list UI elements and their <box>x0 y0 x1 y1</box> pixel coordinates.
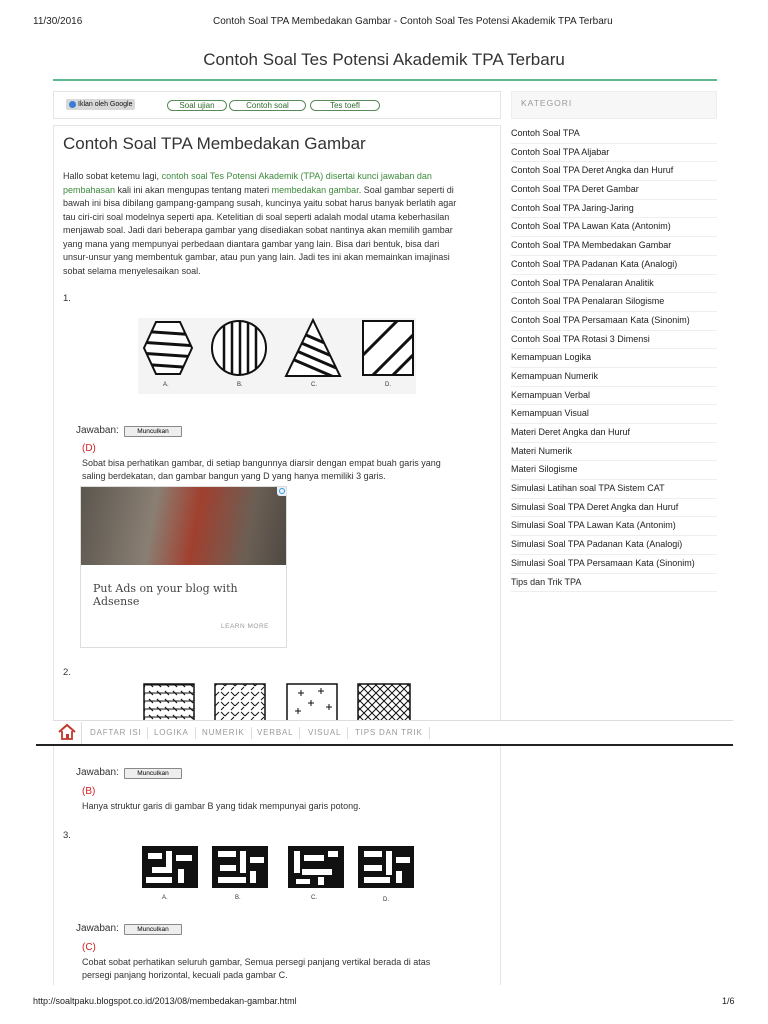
title-divider <box>53 79 717 81</box>
sidebar-heading <box>511 91 717 119</box>
question-3-jawaban-label: Jawaban: <box>76 923 119 934</box>
site-title[interactable]: Contoh Soal Tes Potensi Akademik TPA Terbaru <box>203 50 565 69</box>
category-link[interactable]: Contoh Soal TPA Rotasi 3 Dimensi <box>511 331 717 350</box>
category-link[interactable]: Simulasi Soal TPA Lawan Kata (Antonim) <box>511 517 717 536</box>
category-link[interactable]: Contoh Soal TPA Penalaran Analitik <box>511 275 717 294</box>
adchoices-icon[interactable] <box>277 487 286 496</box>
question-3-show-answer-button[interactable]: Munculkan <box>124 924 182 935</box>
print-doc-title: Contoh Soal TPA Membedakan Gambar - Contoh Soal Tes Potensi Akademik TPA Terbaru <box>213 16 613 27</box>
question-3-explanation: Cobat sobat perhatikan seluruh gambar, Semua persegi panjang vertikal berada di atas persegi panjang horizontal, kecuali pada gambar C. <box>82 957 431 980</box>
category-link[interactable]: Contoh Soal TPA Aljabar <box>511 144 717 163</box>
ad-link-soal-ujian[interactable]: Soal ujian <box>167 100 227 111</box>
category-link[interactable]: Contoh Soal TPA Deret Gambar <box>511 181 717 200</box>
navbar-bottom-rule <box>36 744 733 746</box>
question-2-show-answer-button[interactable]: Munculkan <box>124 768 182 779</box>
nav-tips-dan-trik[interactable]: TIPS DAN TRIK <box>355 727 430 739</box>
question-2-figure <box>140 681 416 721</box>
category-link[interactable]: Contoh Soal TPA Persamaan Kata (Sinonim) <box>511 312 717 331</box>
category-link[interactable]: Contoh Soal TPA Penalaran Silogisme <box>511 293 717 312</box>
category-link[interactable]: Contoh Soal TPA Membedakan Gambar <box>511 237 717 256</box>
intro-link-membedakan-gambar[interactable]: membedakan gambar <box>271 184 359 195</box>
category-link[interactable]: Materi Deret Angka dan Huruf <box>511 424 717 443</box>
question-1-jawaban-label: Jawaban: <box>76 425 119 436</box>
nav-daftar-isi[interactable]: DAFTAR ISI <box>90 727 148 739</box>
category-link[interactable]: Contoh Soal TPA Lawan Kata (Antonim) <box>511 218 717 237</box>
home-icon <box>56 722 78 742</box>
ad-links-bar <box>53 91 501 119</box>
question-1-figure <box>138 318 416 394</box>
figure-label-c: C. <box>311 895 317 901</box>
category-link[interactable]: Materi Silogisme <box>511 461 717 480</box>
figure-label-d: D. <box>385 382 391 388</box>
nav-verbal[interactable]: VERBAL <box>257 727 300 739</box>
ad-headline[interactable]: Put Ads on your blog with Adsense <box>93 582 238 608</box>
category-link[interactable]: Contoh Soal TPA Padanan Kata (Analogi) <box>511 256 717 275</box>
question-3-number: 3. <box>63 830 71 841</box>
info-icon <box>69 101 76 108</box>
question-1-explanation: Sobat bisa perhatikan gambar, di setiap bangunnya diarsir dengan empat buah garis yang saling berdekatan, dan gambar bangun yang D yang hanya memiliki 3 garis. <box>82 458 441 481</box>
nav-logika[interactable]: LOGIKA <box>154 727 196 739</box>
figure-label-a: A. <box>163 382 169 388</box>
question-3-answer: (C) <box>82 942 96 953</box>
category-link[interactable]: Tips dan Trik TPA <box>511 574 717 593</box>
sidebar-heading-label: KATEGORI <box>521 98 573 108</box>
ads-badge-label: Iklan oleh Google <box>78 101 133 108</box>
question-3-figure <box>138 843 416 907</box>
figure-label-c: C. <box>311 382 317 388</box>
ad-link-tes-toefl[interactable]: Tes toefl <box>310 100 380 111</box>
category-link[interactable]: Contoh Soal TPA <box>511 125 717 144</box>
nav-visual[interactable]: VISUAL <box>308 727 348 739</box>
intro-text-2: kali ini akan mengupas tentang materi <box>115 184 272 195</box>
ads-by-google-badge[interactable] <box>66 99 135 110</box>
figure-label-d: D. <box>383 897 389 903</box>
category-link[interactable]: Kemampuan Verbal <box>511 387 717 406</box>
intro-text-3: . Soal gambar seperti di bawah ini bisa dibilang gampang-gampang susah, kuncinya yaitu sobat harus banyak berlatih agar tau ciri-ciri soal modelnya seperti apa. Ketelitian di soal seperti adalah modal utama keberhasilan menjawab soal. Jadi dari beberapa gambar yang disediakan sobat nantinya akan memilih gambar yang mana yang mempunyai perbedaan diantara gambar yang lain. Bisa dari bentuk, bisa dari unsur-unsur yang membentuk gambar, atau pun yang lain. Jadi tes ini akan memainkan imajinasi sobat selama menyelesaikan soal. <box>63 184 457 276</box>
intro-link-tpa[interactable]: contoh soal Tes Potensi Akademik (TPA) disertai kunci jawaban dan pembahasan <box>63 171 432 195</box>
category-link[interactable]: Contoh Soal TPA Deret Angka dan Huruf <box>511 162 717 181</box>
ad-link-contoh-soal[interactable]: Contoh soal <box>229 100 306 111</box>
intro-text-1: Hallo sobat ketemu lagi, <box>63 171 162 181</box>
print-footer-url: http://soaltpaku.blogspot.co.id/2013/08/membedakan-gambar.html <box>33 996 297 1006</box>
category-link[interactable]: Simulasi Latihan soal TPA Sistem CAT <box>511 480 717 499</box>
category-link[interactable]: Kemampuan Numerik <box>511 368 717 387</box>
question-2-explanation: Hanya struktur garis di gambar B yang tidak mempunyai garis potong. <box>82 801 361 811</box>
question-2-number: 2. <box>63 667 71 678</box>
category-link[interactable]: Kemampuan Visual <box>511 405 717 424</box>
category-link[interactable]: Kemampuan Logika <box>511 349 717 368</box>
figure-label-a: A. <box>162 895 168 901</box>
print-footer-page: 1/6 <box>722 996 735 1006</box>
post-title: Contoh Soal TPA Membedakan Gambar <box>63 134 366 153</box>
category-link[interactable]: Contoh Soal TPA Jaring-Jaring <box>511 200 717 219</box>
question-1-show-answer-button[interactable]: Munculkan <box>124 426 182 437</box>
category-link[interactable]: Simulasi Soal TPA Padanan Kata (Analogi) <box>511 536 717 555</box>
figure-label-b: B. <box>237 382 243 388</box>
nav-numerik[interactable]: NUMERIK <box>202 727 252 739</box>
ad-learn-more[interactable]: LEARN MORE <box>221 623 269 630</box>
category-link[interactable]: Simulasi Soal TPA Persamaan Kata (Sinonim) <box>511 555 717 574</box>
adsense-ad[interactable] <box>80 486 287 648</box>
nav-home-button[interactable] <box>56 722 82 744</box>
post-intro <box>63 170 465 278</box>
category-link[interactable]: Simulasi Soal TPA Deret Angka dan Huruf <box>511 499 717 518</box>
question-1-answer: (D) <box>82 443 96 454</box>
print-date: 11/30/2016 <box>33 16 83 27</box>
question-2-answer: (B) <box>82 786 96 797</box>
ad-image <box>81 487 287 565</box>
top-navigation-bar <box>53 720 733 745</box>
question-2-jawaban-label: Jawaban: <box>76 767 119 778</box>
figure-label-b: B. <box>235 895 241 901</box>
category-link[interactable]: Materi Numerik <box>511 443 717 462</box>
question-1-number: 1. <box>63 293 71 304</box>
category-list <box>511 125 717 592</box>
